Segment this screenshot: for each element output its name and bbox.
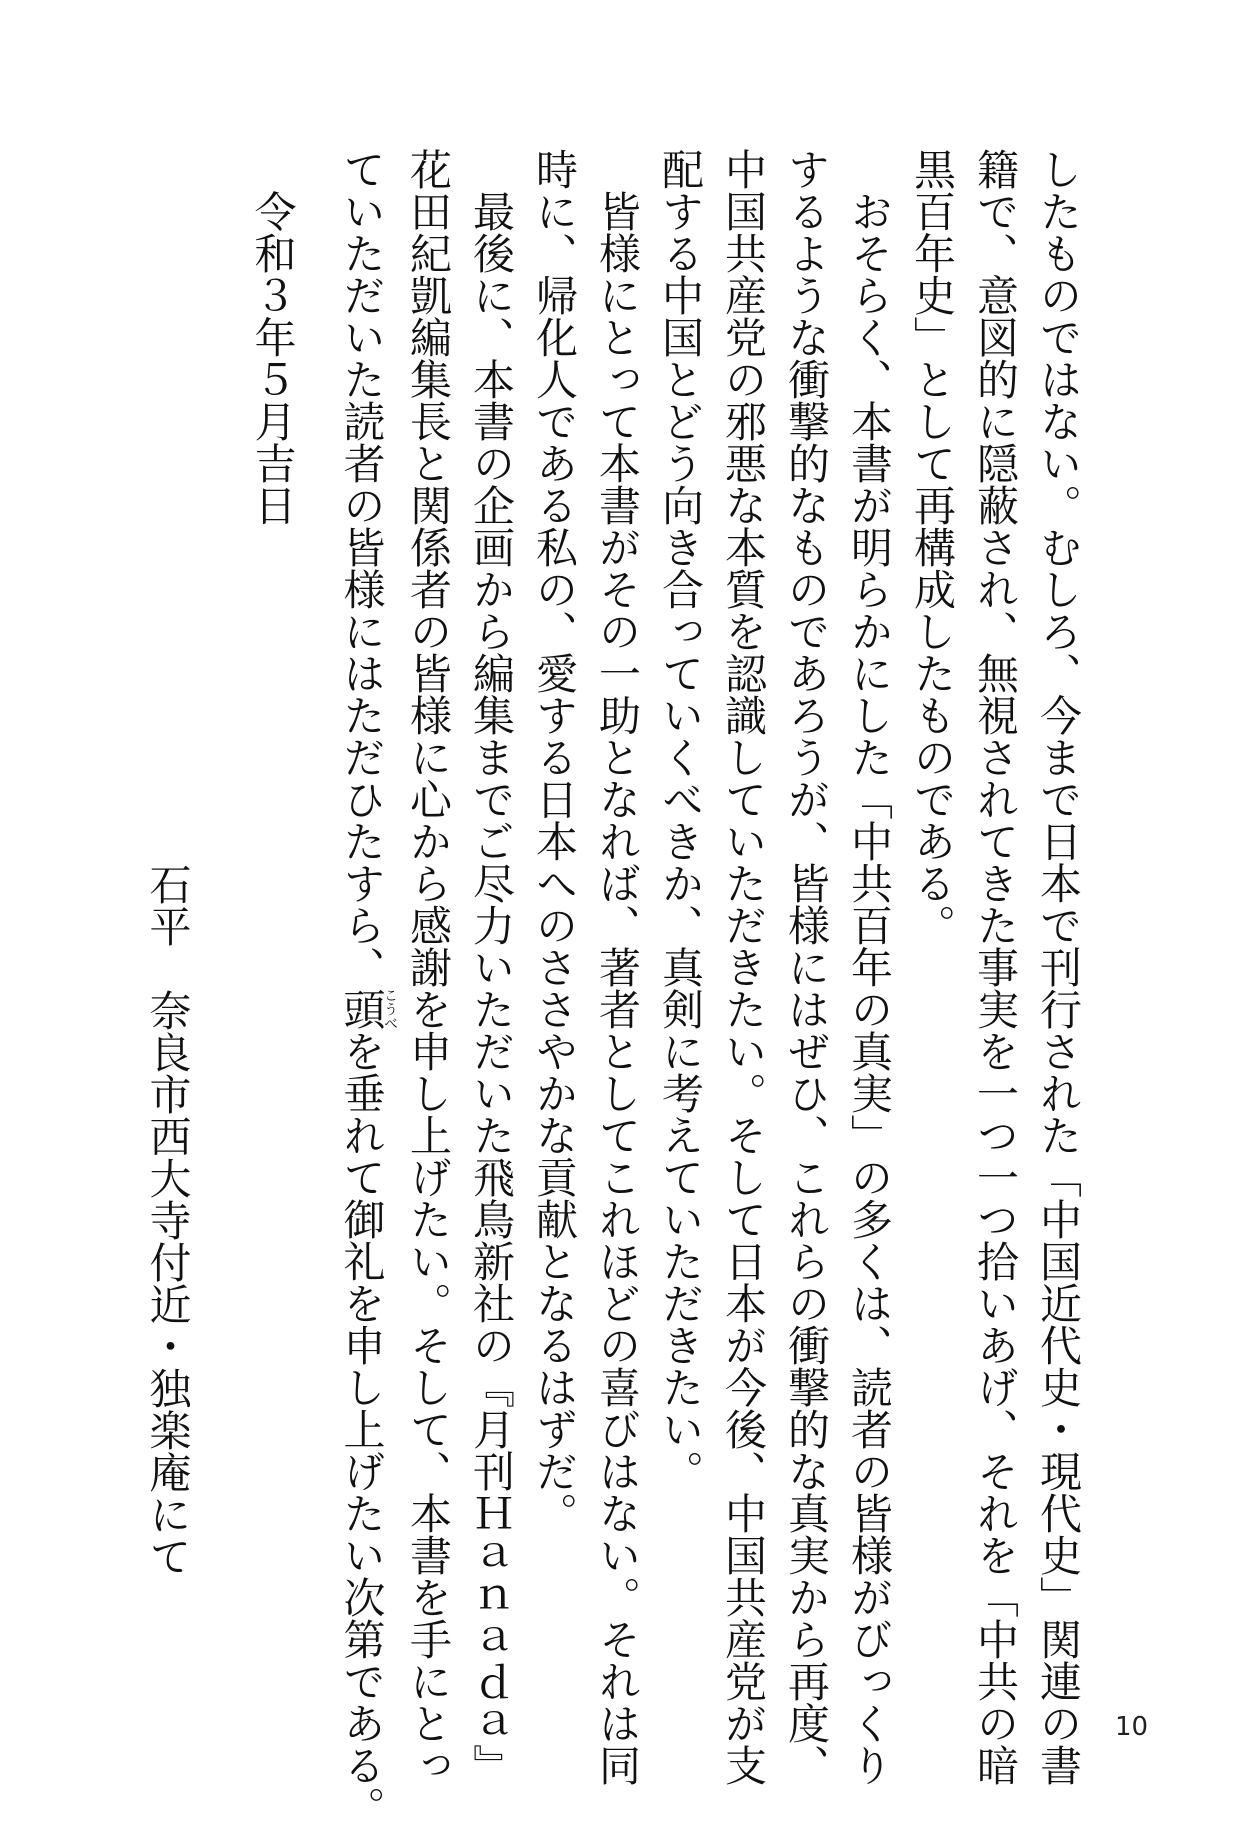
ruby-kobe (337, 988, 398, 1030)
vertical-text-block (137, 148, 1091, 1828)
body-line-1: したものではない。むしろ、今まで日本で刊行された「中国近代史・現代史」関連の書 (1034, 148, 1083, 1786)
ruby-base: 頭 (337, 988, 387, 1030)
author-line: 石平 奈良市西大寺付近・独楽庵にて (143, 863, 193, 1577)
date-line: 令和３年５月吉日 (248, 190, 298, 526)
body-line-12-end: を垂れて御礼を申し上げたい次第である。 (337, 1030, 387, 1828)
body-line-11: 花田紀凱編集長と関係者の皆様に心から感謝を申し上げたい。そして、本書を手にとっ (404, 148, 453, 1786)
body-line-6: 中国共産党の邪悪な本質を認識していただきたい。そして日本が今後、中国共産党が支 (719, 148, 768, 1786)
body-line-9: 時に、帰化人である私の、愛する日本へのささやかな貢献となるはずだ。 (530, 148, 579, 1534)
body-line-8: 皆様にとって本書がその一助となれば、著者としてこれほどの喜びはない。それは同 (593, 148, 642, 1786)
body-line-5: するような衝撃的なものであろうが、皆様にはぜひ、これらの衝撃的な真実から再度、 (782, 148, 831, 1786)
body-line-7: 配する中国とどう向き合っていくべきか、真剣に考えていただきたい。 (656, 148, 705, 1492)
page-number: 10 (1115, 1712, 1149, 1742)
body-line-10: 最後に、本書の企画から編集までご尽力いただいた飛鳥新社の『月刊Ｈａｎａｄａ』 (467, 148, 516, 1786)
body-line-3: 黒百年史」として再構成したものである。 (908, 148, 957, 946)
body-line-12 (331, 148, 398, 1828)
body-line-4: おそらく、本書が明らかにした「中共百年の真実」の多くは、読者の皆様がびっくり (845, 148, 894, 1786)
body-line-12-start: ていただいた読者の皆様にはただひたすら、 (337, 148, 387, 988)
body-line-2: 籍で、意図的に隠蔽され、無視されてきた事実を一つ一つ拾いあげ、それを「中共の暗 (971, 148, 1020, 1786)
ruby-reading: こうべ (382, 988, 398, 1030)
